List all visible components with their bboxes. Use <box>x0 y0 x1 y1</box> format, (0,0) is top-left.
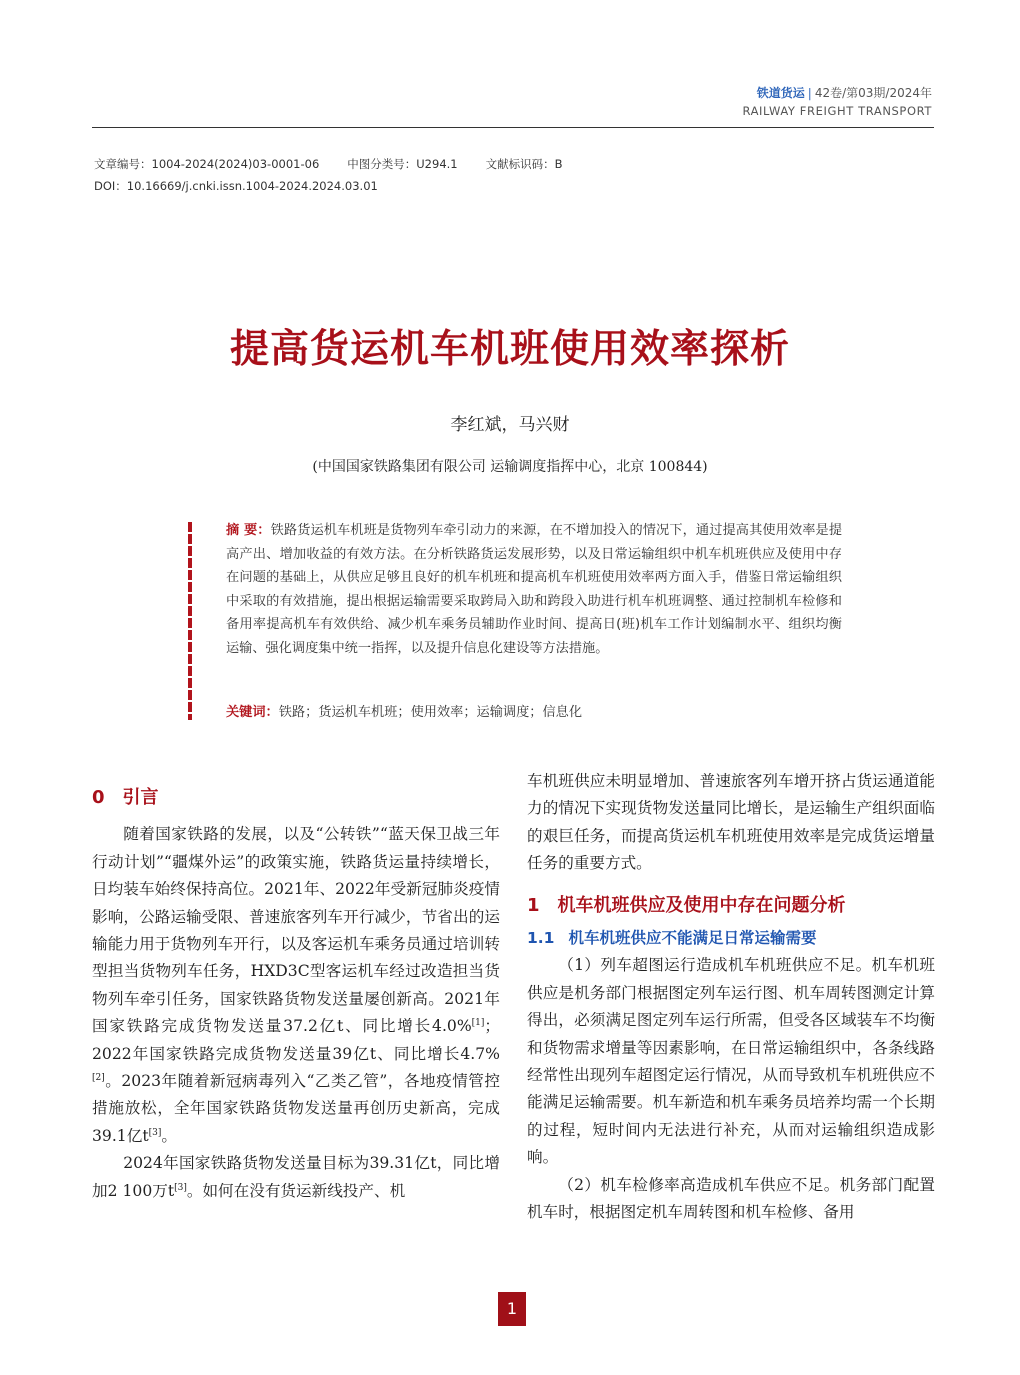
section-heading-1 <box>527 892 935 919</box>
keywords-text: 铁路；货运机车机班；使用效率；运输调度；信息化 <box>278 705 583 720</box>
journal-header <box>757 84 932 101</box>
article-title: 提高货运机车机班使用效率探析 <box>229 327 790 372</box>
authors: 李红斌，马兴财 <box>450 415 570 435</box>
affiliation: (中国国家铁路集团有限公司 运输调度指挥中心，北京 100844) <box>312 459 708 475</box>
text-run: 2024年国家铁路货物发送量目标为39.31亿t，同比增加2 100万t <box>92 1154 500 1200</box>
clc-number: 中图分类号：U294.1 <box>347 157 458 171</box>
abstract-accent-bar <box>188 522 192 720</box>
subsection-title: 机车机班供应不能满足日常运输需要 <box>568 929 817 948</box>
paragraph-intro-2 <box>92 1150 500 1205</box>
abstract <box>226 519 842 661</box>
keywords-label: 关键词： <box>226 705 279 720</box>
abstract-label: 摘 要： <box>226 523 271 538</box>
right-column <box>527 768 935 1227</box>
article-number: 文章编号：1004-2024(2024)03-0001-06 <box>94 157 320 171</box>
keywords <box>226 701 582 720</box>
citation: [3] <box>148 1127 162 1138</box>
citation: [3] <box>174 1182 187 1193</box>
text-run: 。 <box>161 1126 177 1145</box>
section-number: 1 <box>527 894 540 916</box>
text-run: 随着国家铁路的发展，以及“公转铁”“蓝天保卫战三年行动计划”“疆煤外运”的政策实施，铁路货运量持续增长，日均装车始终保持高位。2021年、2022年受新冠肺炎疫情影响，公路运输受限、普速旅客列车开行减少，节省出的运输能力用于货物列车开行，以及客运机车乘务员通过培训转型担当货物列车任务，HXD3C型客运机车经过改造担当货物列车牵引任务，国家铁路货物发送量屡创新高。2021年国家铁路完成货物发送量37.2亿t、同比增长4.0% <box>92 825 500 1036</box>
text-run: 。2023年随着新冠病毒列入“乙类乙管”，各地疫情管控措施放松，全年国家铁路货物发送量再创历史新高，完成39.1亿t <box>92 1072 500 1145</box>
journal-issue: 42卷/第03期/2024年 <box>814 86 932 100</box>
header-divider <box>92 127 934 128</box>
article-meta <box>94 156 563 172</box>
section-title: 引言 <box>122 787 159 808</box>
document-code: 文献标识码：B <box>485 157 563 171</box>
paragraph-intro-1 <box>92 821 500 1150</box>
text-run: ；2022年国家铁路完成货物发送量39亿t、同比增长4.7% <box>92 1017 500 1063</box>
section-title: 机车机班供应及使用中存在问题分析 <box>557 894 846 916</box>
journal-english-name: RAILWAY FREIGHT TRANSPORT <box>742 104 932 118</box>
citation: [1] <box>471 1018 485 1029</box>
left-column <box>92 768 500 1205</box>
page-number: 1 <box>498 1292 526 1326</box>
section-heading-intro <box>92 784 500 811</box>
paragraph-item-1: （1）列车超图运行造成机车机班供应不足。机车机班供应是机务部门根据图定列车运行图、机车周转图测定计算得出，必须满足图定列车运行所需，但受各区域装车不均衡和货物需求增量等因素影响，在日常运输组织中，各条线路经常性出现列车超图定运行情况，从而导致机车机班供应不能满足运输需要。机车新造和机车乘务员培养均需一个长期的过程，短时间内无法进行补充，从而对运输组织造成影响。 <box>527 956 935 1167</box>
paragraph-item-2: （2）机车检修率高造成机车供应不足。机务部门配置机车时，根据图定机车周转图和机车检修、备用 <box>527 1175 935 1222</box>
doi: DOI：10.16669/j.cnki.issn.1004-2024.2024.03.01 <box>94 179 378 193</box>
citation: [2] <box>92 1072 105 1083</box>
journal-divider: | <box>807 86 812 100</box>
journal-name: 铁道货运 <box>756 86 805 100</box>
text-run: 。如何在没有货运新线投产、机 <box>186 1181 406 1200</box>
subsection-heading-1-1 <box>527 925 935 952</box>
paragraph-continued: 车机班供应未明显增加、普速旅客列车增开挤占货运通道能力的情况下实现货物发送量同比增长，是运输生产组织面临的艰巨任务，而提高货运机车机班使用效率是完成货运增量任务的重要方式。 <box>527 772 935 873</box>
section-number: 0 <box>92 787 105 808</box>
abstract-text: 铁路货运机车机班是货物列车牵引动力的来源，在不增加投入的情况下，通过提高其使用效率是提高产出、增加收益的有效方法。在分析铁路货运发展形势，以及日常运输组织中机车机班供应及使用中存在问题的基础上，从供应足够且良好的机车机班和提高机车机班使用效率两方面入手，借鉴日常运输组织中采取的有效措施，提出根据运输需要采取跨局入助和跨段入助进行机车机班调整、通过控制机车检修和备用率提高机车有效供给、减少机车乘务员辅助作业时间、提高日(班)机车工作计划编制水平、组织均衡运输、强化调度集中统一指挥，以及提升信息化建设等方法措施。 <box>226 523 843 656</box>
subsection-number: 1.1 <box>527 929 555 948</box>
